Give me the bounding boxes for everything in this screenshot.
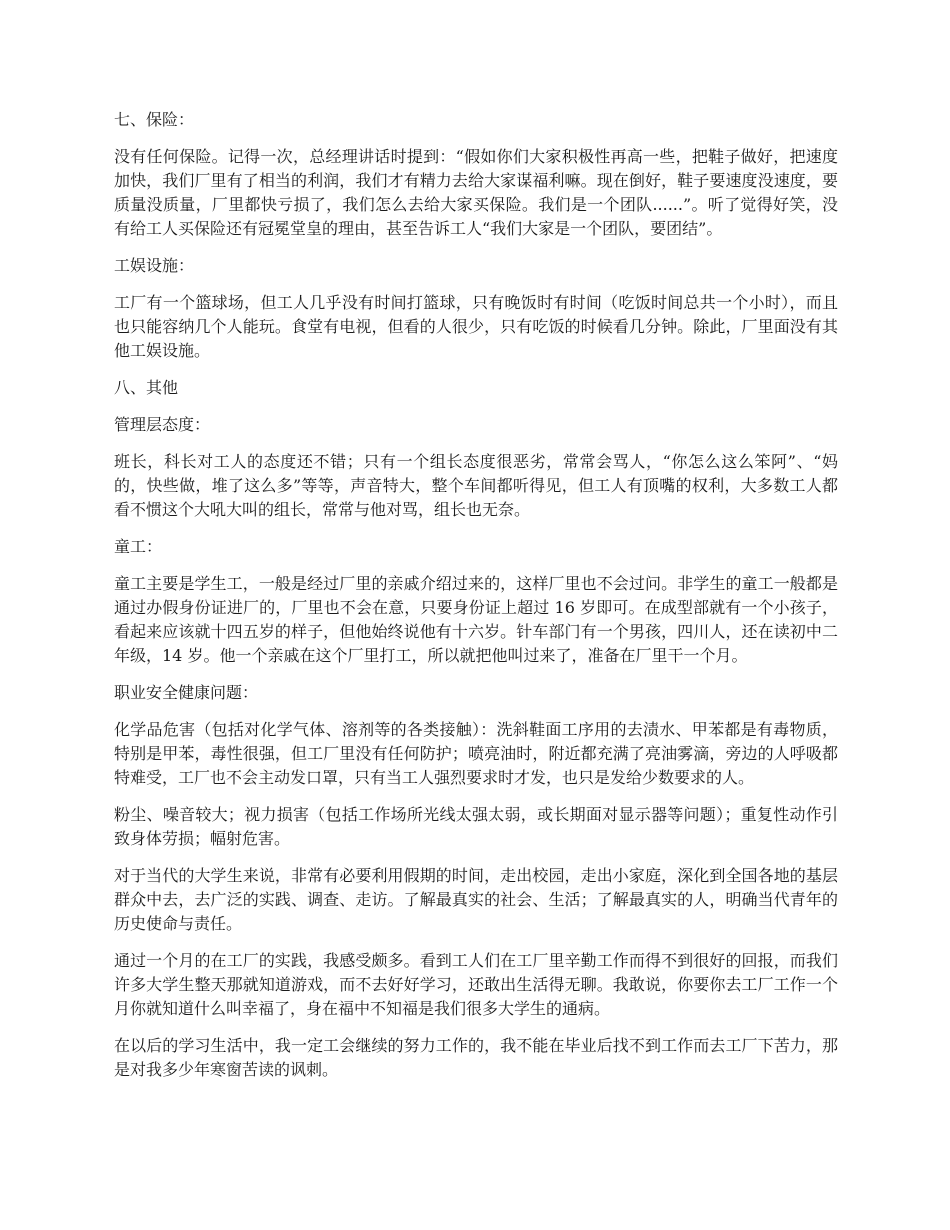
section-heading-safety: 职业安全健康问题： (114, 683, 259, 702)
paragraph-students: 对于当代的大学生来说，非常有必要利用假期的时间，走出校园，走出小家庭，深化到全国各地的基层群众中去，去广泛的实践、调查、走访。了解最真实的社会、生活；了解最真实的人，明确当代青年的历史使命与责任。 (114, 866, 838, 933)
paragraph-conclusion: 在以后的学习生活中，我一定工会继续的努力工作的，我不能在毕业后找不到工作而去工厂下苦力，那是对我多少年寒窗苦读的讽刺。 (114, 1036, 838, 1079)
paragraph-child-labor: 童工主要是学生工，一般是经过厂里的亲戚介绍过来的，这样厂里也不会过问。非学生的童工一般都是通过办假身份证进厂的，厂里也不会在意，只要身份证上超过 16 岁即可。在成型部就有一个小孩子，看起来应该就十四五岁的样子，但他始终说他有十六岁。针车部门有一个男孩，四川人，还在读初中二年级，14 岁。他一个亲戚在这个厂里打工，所以就把他叫过来了，准备在厂里干一个月。 (114, 574, 838, 665)
paragraph-insurance: 没有任何保险。记得一次，总经理讲话时提到：“假如你们大家积极性再高一些，把鞋子做好，把速度加快，我们厂里有了相当的利润，我们才有精力去给大家谋福利嘛。现在倒好，鞋子要速度没速度，要质量没质量，厂里都快亏损了，我们怎么去给大家买保险。我们是一个团队......”。听了觉得好笑，没有给工人买保险还有冠冕堂皇的理由，甚至告诉工人“我们大家是一个团队，要团结”。 (114, 147, 838, 238)
section-heading-child-labor: 童工： (114, 537, 163, 556)
paragraph-dust-noise: 粉尘、噪音较大；视力损害（包括工作场所光线太强太弱，或长期面对显示器等问题）；重复性动作引致身体劳损；幅射危害。 (114, 805, 838, 848)
paragraph-recreation: 工厂有一个篮球场，但工人几乎没有时间打篮球，只有晚饭时有时间（吃饭时间总共一个小时），而且也只能容纳几个人能玩。食堂有电视，但看的人很少，只有吃饭的时候看几分钟。除此，厂里面没有其他工娱设施。 (114, 293, 838, 360)
section-heading-recreation: 工娱设施： (114, 256, 195, 275)
section-heading-insurance: 七、保险： (114, 110, 195, 129)
paragraph-chemical-hazards: 化学品危害（包括对化学气体、溶剂等的各类接触）：洗斜鞋面工序用的去渍水、甲苯都是有毒物质，特别是甲苯，毒性很强，但工厂里没有任何防护；喷亮油时，附近都充满了亮油雾滴，旁边的人呼吸都特难受，工厂也不会主动发口罩，只有当工人强烈要求时才发，也只是发给少数要求的人。 (114, 720, 838, 787)
document-page (114, 108, 838, 1095)
section-heading-other: 八、其他 (114, 378, 179, 397)
section-heading-management: 管理层态度： (114, 415, 211, 434)
paragraph-management: 班长，科长对工人的态度还不错；只有一个组长态度很恶劣，常常会骂人，“你怎么这么笨阿”、“妈的，快些做，堆了这么多”等等，声音特大，整个车间都听得见，但工人有顶嘴的权利，大多数工人都看不惯这个大吼大叫的组长，常常与他对骂，组长也无奈。 (114, 452, 838, 519)
paragraph-reflection: 通过一个月的在工厂的实践，我感受颇多。看到工人们在工厂里辛勤工作而得不到很好的回报，而我们许多大学生整天那就知道游戏，而不去好好学习，还敢出生活得无聊。我敢说，你要你去工厂工作一个月你就知道什么叫幸福了，身在福中不知福是我们很多大学生的通病。 (114, 951, 838, 1018)
